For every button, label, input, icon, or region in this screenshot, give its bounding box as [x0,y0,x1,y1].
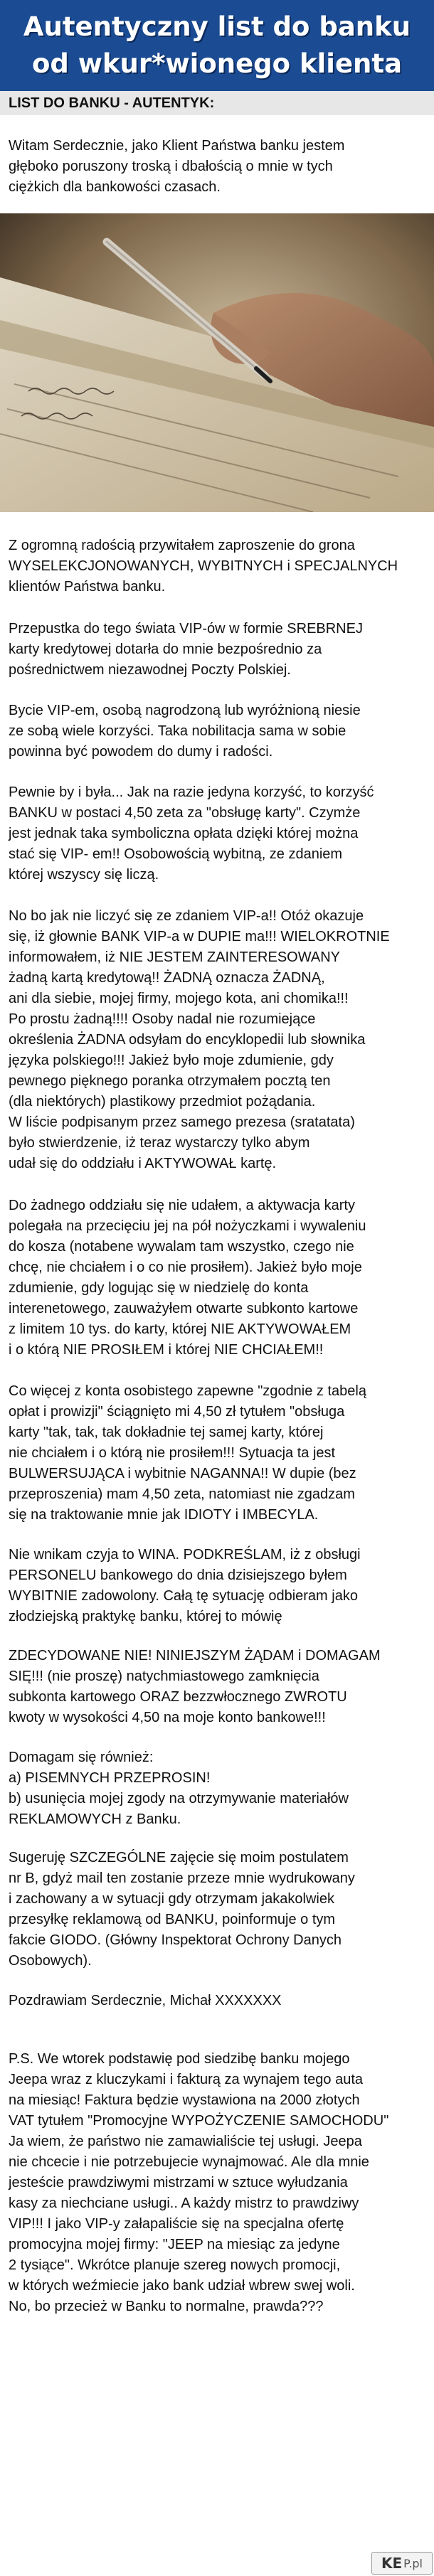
text-line: Po prostu żadną!!!! Osoby nadal nie rozumiejące [9,1011,316,1027]
text-line: żadną kartą kredytową!! ŻADNĄ oznacza ŻADNĄ, [9,970,325,986]
text-line: W liście podpisanym przez samego prezesa (sratatata) [9,1114,355,1130]
text-line: Jeepa wraz z kluczykami i fakturą za wynajem tego auta [9,2072,363,2087]
text-line: i zachowany a w sytuacji gdy otrzymam jakakolwiek [9,1891,334,1907]
text-line: z limitem 10 tys. do karty, której NIE AKTYWOWAŁEM [9,1321,351,1337]
text-line: określenia ŻADNA odsyłam do encyklopedii lub słownika [9,1032,366,1048]
text-line: jesteście prawdziwymi mistrzami w sztuce wyłudzania [9,2175,348,2191]
text-line: nie chcecie i nie potrzebujecie wynajmować. Ale dla mnie [9,2154,369,2170]
text-line: klientów Państwa banku. [9,579,166,595]
text-line: PERSONELU bankowego do dnia dzisiejszego byłem [9,1568,347,1583]
text-line: której wszyscy się liczą. [9,867,159,883]
text-line: No bo jak nie liczyć się ze zdaniem VIP-a!! Otóż okazuje [9,908,364,924]
text-line: SIĘ!!! (nie proszę) natychmiastowego zamknięcia [9,1668,319,1684]
text-line: Pewnie by i była... Jak na razie jedyna korzyść, to korzyść [9,784,374,800]
text-line: udał się do oddziału i AKTYWOWAŁ kartę. [9,1156,277,1171]
paragraph-2 [9,619,425,681]
text-line: BULWERSUJĄCA i wybitnie NAGANNA!! W dupie (bez [9,1466,356,1481]
text-line: opłat i prowizji" ściągnięto mi 4,50 zł tytułem "obsługa [9,1404,345,1420]
text-line: Ja wiem, że państwo nie zamawialiście tej usługi. Jeepa [9,2134,362,2149]
text-line: karty kredytowej dotarła do mnie bezpośrednio za [9,642,322,657]
header-title-line-2: od wkur*wionego klienta [31,48,403,79]
text-line: Przepustka do tego świata VIP-ów w formie SREBRNEJ [9,621,363,637]
text-line: P.S. We wtorek podstawię pod siedzibę banku mojego [9,2051,350,2067]
text-line: interenetowego, zauważyłem otwarte subkonto kartowe [9,1301,359,1316]
letter-title: LIST DO BANKU - AUTENTYK: [9,95,215,111]
text-line: (dla niektórych) plastikowy przedmiot pożądania. [9,1094,316,1109]
text-line: subkonta kartowego ORAZ bezzwłocznego ZWROTU [9,1689,347,1705]
text-line: zdumienie, gdy logując się w niedzielę do konta [9,1280,309,1296]
paragraph-7 [9,1381,425,1526]
text-line: No, bo przecież w Banku to normalne, prawda??? [9,2299,324,2314]
paragraph-5 [9,906,425,1174]
text-line: WYBITNIE zadowolony. Całą tę sytuację odbieram jako [9,1588,358,1604]
text-line: języka polskiego!!! Jakież było moje zdumienie, gdy [9,1053,334,1068]
text-line: BANKU w postaci 4,50 zeta za "obsługę karty". Czymże [9,805,361,821]
text-line: karty "tak, tak, tak dokładnie tej samej karty, której [9,1425,324,1440]
paragraph-8 [9,1545,425,1627]
text-line: Witam Serdecznie, jako Klient Państwa banku jestem [9,138,345,154]
paragraph-9 [9,1646,425,1728]
text-line: nr B, gdyż mail ten zostanie przeze mnie wydrukowany [9,1870,355,1886]
logo-text-suffix: P.pl [403,2556,423,2570]
logo-text-main: KE [381,2555,403,2572]
signature-line: Pozdrawiam Serdecznie, Michał XXXXXXX [9,1993,282,2008]
text-line: złodziejską praktykę banku, której to mówię [9,1609,282,1624]
text-line: nie chciałem i o którą nie prosiłem!!! Sytuacja ta jest [9,1445,336,1461]
text-line: informowałem, iż NIE JESTEM ZAINTERESOWANY [9,949,340,965]
text-line: chcę, nie chciałem i o co nie prosiłem). Jakież było moje [9,1260,362,1275]
text-line: w których weźmiecie jako bank udział wbrew swej woli. [9,2278,355,2294]
text-line: WYSELEKCJONOWANYCH, WYBITNYCH i SPECJALNYCH [9,558,398,574]
paragraph-3 [9,701,425,762]
hand-writing-photo [0,213,434,512]
text-line: polegała na przecięciu jej na pół nożyczkami i wywaleniu [9,1218,366,1234]
paragraph-10 [9,1747,425,1830]
text-line: Osobowych). [9,1953,92,1969]
text-line: a) PISEMNYCH PRZEPROSIN! [9,1770,211,1786]
text-line: jest jednak taka symboliczna opłata dzięki której można [9,826,359,841]
text-line: Do żadnego oddziału się nie udałem, a aktywacja karty [9,1198,355,1213]
kwejk-logo [371,2552,433,2575]
text-line: przesyłkę reklamową od BANKU, poinformuje o tym [9,1912,336,1927]
text-line: Domagam się również: [9,1750,154,1765]
text-line: ze sobą wiele korzyści. Taka nobilitacja sama w sobie [9,723,346,739]
paragraph-11 [9,1848,425,1971]
header-title-line-1: Autentyczny list do banku [23,11,411,42]
text-line: się, iż głownie BANK VIP-a w DUPIE ma!!! WIELOKROTNIE [9,929,390,944]
text-line: VAT tytułem "Promocyjne WYPOŻYCZENIE SAMOCHODU" [9,2113,389,2129]
text-line: kwoty w wysokości 4,50 na moje konto bankowe!!! [9,1710,326,1725]
text-line: pośrednictwem niezawodnej Poczty Polskiej. [9,662,291,678]
text-line: 2 tysiące". Wkrótce planuje szereg nowych promocji, [9,2257,341,2273]
text-line: Z ogromną radością przywitałem zaproszenie do grona [9,538,355,553]
text-line: kasy za niechciane usługi.. A każdy mistrz to prawdziwy [9,2196,359,2211]
text-line: VIP!!! I jako VIP-y załapaliście się na specjalna ofertę [9,2216,344,2232]
text-line: do kosza (notabene wywalam tam wszystko, czego nie [9,1239,354,1255]
text-line: i o którą NIE PROSIŁEM i której NIE CHCIAŁEM!! [9,1342,324,1358]
text-line: ciężkich dla bankowości czasach. [9,179,221,195]
text-line: przeproszenia) mam 4,50 zeta, natomiast nie zgadzam [9,1486,355,1502]
paragraph-4 [9,782,425,885]
text-line: na miesiąc! Faktura będzie wystawiona na 2000 złotych [9,2092,360,2108]
header-banner [0,0,434,91]
text-line: REKLAMOWYCH z Banku. [9,1811,181,1827]
paragraph-1 [9,536,425,597]
paragraph-ps [9,2049,425,2317]
paragraph-6 [9,1196,425,1361]
text-line: pewnego pięknego poranka otrzymałem pocztą ten [9,1073,331,1089]
text-line: głęboko poruszony troską i dbałością o mnie w tych [9,159,333,174]
text-line: powinna być powodem do dumy i radości. [9,744,273,760]
text-line: ZDECYDOWANE NIE! NINIEJSZYM ŻĄDAM i DOMAGAM [9,1648,381,1664]
text-line: Co więcej z konta osobistego zapewne "zgodnie z tabelą [9,1383,366,1399]
text-line: ani dla siebie, mojej firmy, mojego kota, ani chomika!!! [9,991,349,1006]
text-line: Nie wnikam czyja to WINA. PODKREŚLAM, iż z obsługi [9,1547,361,1563]
text-line: stać się VIP- em!! Osobowością wybitną, ze zdaniem [9,846,343,862]
text-line: fakcie GIODO. (Główny Inspektorat Ochrony Danych [9,1932,342,1948]
text-line: Bycie VIP-em, osobą nagrodzoną lub wyróżnioną niesie [9,703,361,718]
text-line: b) usunięcia mojej zgody na otrzymywanie materiałów [9,1791,349,1806]
text-line: było stwierdzenie, iż teraz wystarczy tylko abym [9,1135,310,1151]
text-line: promocyjna mojej firmy: "JEEP na miesiąc za jedyne [9,2237,340,2252]
text-line: się na traktowanie mnie jak IDIOTY i IMBECYLA. [9,1507,319,1523]
text-line: Sugeruję SZCZEGÓLNE zajęcie się moim postulatem [9,1850,349,1866]
paragraph-signature [9,1991,425,2011]
paragraph-greeting [9,136,425,198]
